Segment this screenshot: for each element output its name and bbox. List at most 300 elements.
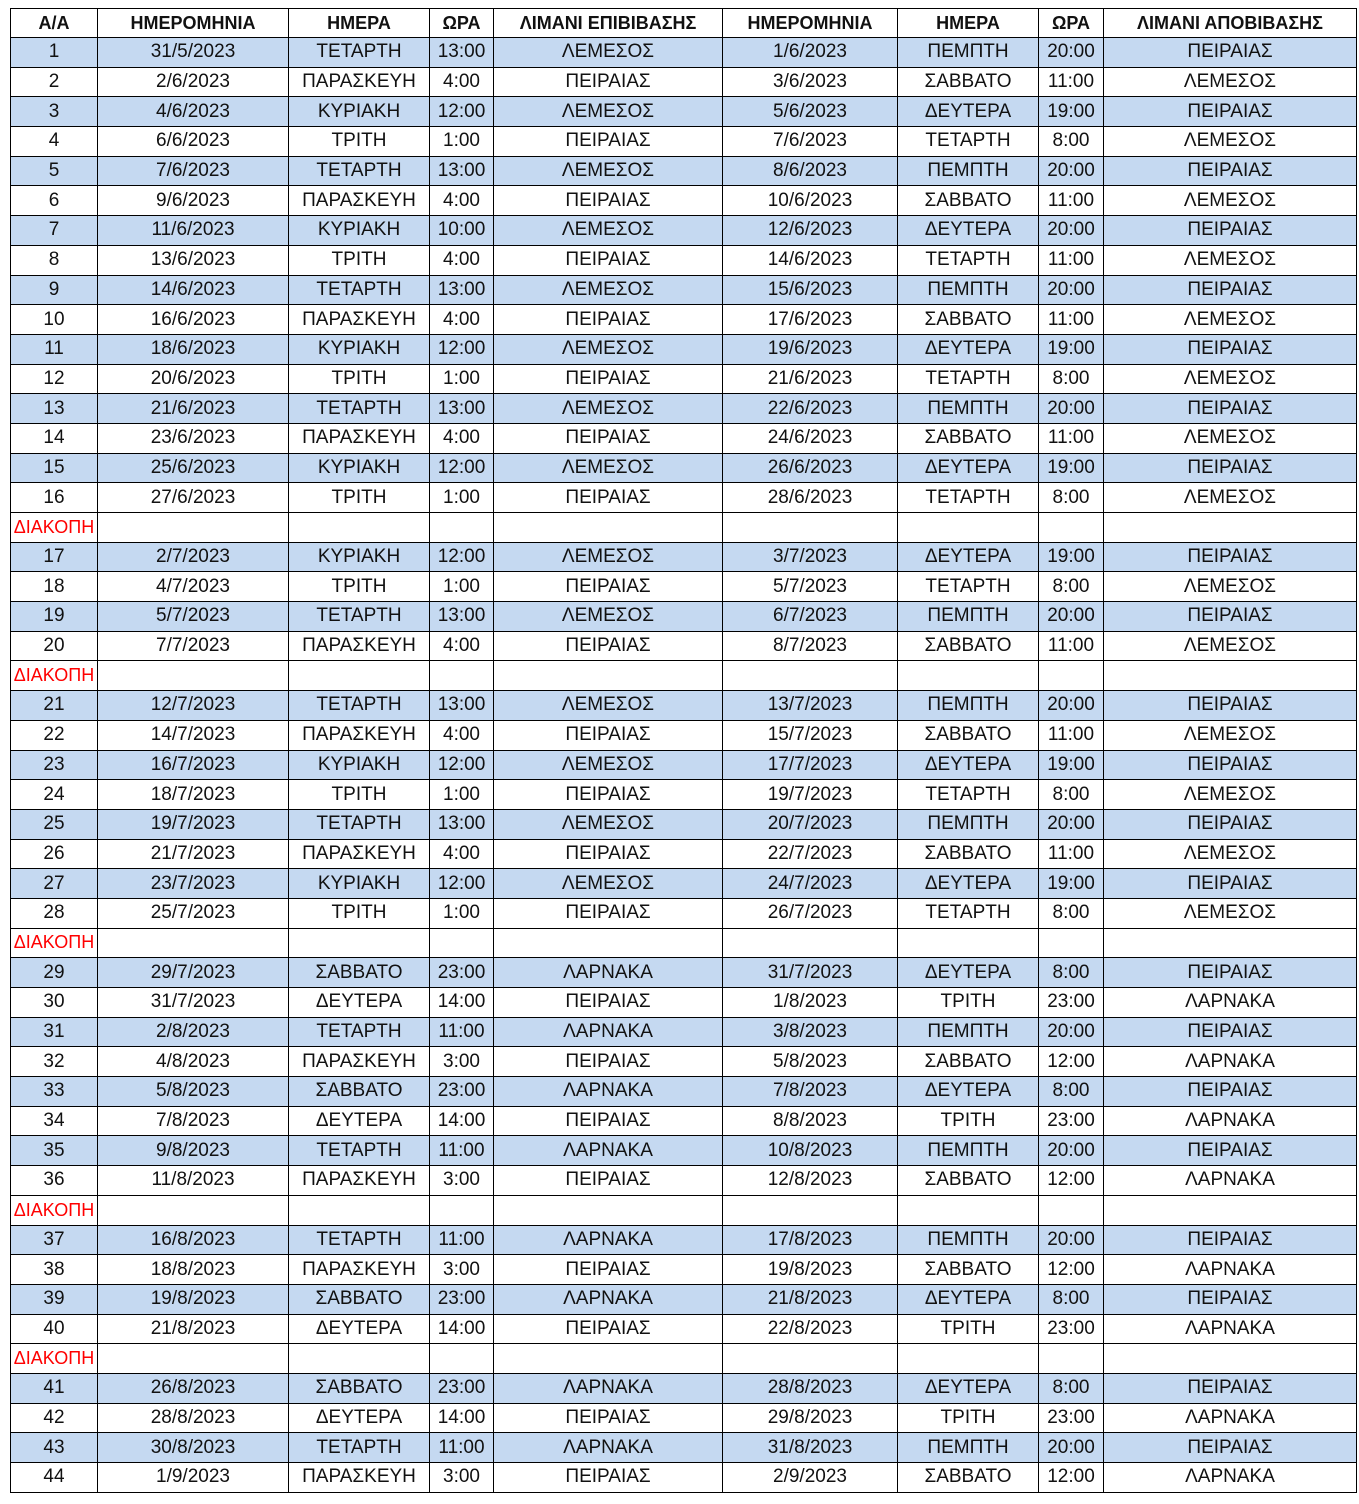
cell-disembarkation-port: ΛΕΜΕΣΟΣ: [1104, 839, 1357, 869]
cell-arrival-date: 19/6/2023: [723, 334, 898, 364]
empty-cell: [494, 661, 723, 691]
cell-departure-date: 2/7/2023: [98, 542, 289, 572]
empty-cell: [723, 513, 898, 543]
cell-embarkation-port: ΛΕΜΕΣΟΣ: [494, 750, 723, 780]
cell-departure-day: ΠΑΡΑΣΚΕΥΗ: [289, 1166, 430, 1196]
header-cell-arrival-date: ΗΜΕΡΟΜΗΝΙΑ: [723, 9, 898, 38]
cell-arrival-date: 15/7/2023: [723, 720, 898, 750]
cell-arrival-day: ΔΕΥΤΕΡΑ: [898, 334, 1039, 364]
cell-departure-time: 4:00: [430, 186, 494, 216]
empty-cell: [98, 928, 289, 958]
cell-departure-day: ΤΡΙΤΗ: [289, 780, 430, 810]
cell-embarkation-port: ΛΕΜΕΣΟΣ: [494, 869, 723, 899]
cell-departure-day: ΚΥΡΙΑΚΗ: [289, 869, 430, 899]
cell-index: 43: [11, 1433, 98, 1463]
cell-arrival-date: 14/6/2023: [723, 245, 898, 275]
cell-index: 42: [11, 1403, 98, 1433]
cell-departure-day: ΔΕΥΤΕΡΑ: [289, 1314, 430, 1344]
cell-embarkation-port: ΛΕΜΕΣΟΣ: [494, 691, 723, 721]
cell-arrival-date: 22/8/2023: [723, 1314, 898, 1344]
cell-index: 8: [11, 245, 98, 275]
cell-embarkation-port: ΠΕΙΡΑΙΑΣ: [494, 305, 723, 335]
empty-cell: [898, 661, 1039, 691]
schedule-table: [10, 8, 1357, 1493]
cell-arrival-day: ΣΑΒΒΑΤΟ: [898, 631, 1039, 661]
cell-departure-date: 5/7/2023: [98, 602, 289, 632]
cell-embarkation-port: ΠΕΙΡΑΙΑΣ: [494, 364, 723, 394]
table-row: [11, 988, 1357, 1018]
cell-arrival-time: 11:00: [1039, 720, 1104, 750]
cell-disembarkation-port: ΠΕΙΡΑΙΑΣ: [1104, 1136, 1357, 1166]
cell-arrival-time: 20:00: [1039, 1433, 1104, 1463]
cell-embarkation-port: ΠΕΙΡΑΙΑΣ: [494, 1166, 723, 1196]
header-cell-departure-date: ΗΜΕΡΟΜΗΝΙΑ: [98, 9, 289, 38]
cell-departure-date: 1/9/2023: [98, 1463, 289, 1493]
cell-arrival-day: ΣΑΒΒΑΤΟ: [898, 1166, 1039, 1196]
table-row: [11, 334, 1357, 364]
cell-departure-time: 13:00: [430, 394, 494, 424]
cell-index: 32: [11, 1047, 98, 1077]
cell-disembarkation-port: ΠΕΙΡΑΙΑΣ: [1104, 453, 1357, 483]
cell-departure-day: ΚΥΡΙΑΚΗ: [289, 453, 430, 483]
cell-departure-day: ΣΑΒΒΑΤΟ: [289, 1077, 430, 1107]
cell-departure-time: 13:00: [430, 691, 494, 721]
cell-arrival-time: 12:00: [1039, 1255, 1104, 1285]
cell-arrival-day: ΣΑΒΒΑΤΟ: [898, 186, 1039, 216]
cell-departure-date: 7/8/2023: [98, 1106, 289, 1136]
cell-arrival-time: 20:00: [1039, 602, 1104, 632]
cell-departure-time: 23:00: [430, 1077, 494, 1107]
empty-cell: [289, 928, 430, 958]
empty-cell: [289, 1195, 430, 1225]
cell-index: 1: [11, 38, 98, 68]
cell-departure-day: ΠΑΡΑΣΚΕΥΗ: [289, 186, 430, 216]
cell-departure-date: 30/8/2023: [98, 1433, 289, 1463]
cell-disembarkation-port: ΠΕΙΡΑΙΑΣ: [1104, 1433, 1357, 1463]
cell-arrival-time: 19:00: [1039, 334, 1104, 364]
cell-index: 36: [11, 1166, 98, 1196]
empty-cell: [898, 1195, 1039, 1225]
cell-departure-time: 23:00: [430, 1284, 494, 1314]
cell-departure-date: 16/6/2023: [98, 305, 289, 335]
cell-departure-time: 4:00: [430, 631, 494, 661]
cell-arrival-time: 11:00: [1039, 186, 1104, 216]
cell-departure-day: ΚΥΡΙΑΚΗ: [289, 334, 430, 364]
cell-arrival-time: 19:00: [1039, 453, 1104, 483]
cell-departure-day: ΤΕΤΑΡΤΗ: [289, 1017, 430, 1047]
cell-embarkation-port: ΛΕΜΕΣΟΣ: [494, 38, 723, 68]
cell-arrival-date: 8/8/2023: [723, 1106, 898, 1136]
empty-cell: [1039, 661, 1104, 691]
cell-departure-date: 9/8/2023: [98, 1136, 289, 1166]
cell-departure-day: ΠΑΡΑΣΚΕΥΗ: [289, 839, 430, 869]
cell-index: 7: [11, 216, 98, 246]
cell-disembarkation-port: ΛΕΜΕΣΟΣ: [1104, 720, 1357, 750]
table-row: [11, 750, 1357, 780]
cell-embarkation-port: ΠΕΙΡΑΙΑΣ: [494, 186, 723, 216]
empty-cell: [1039, 1344, 1104, 1374]
cell-index: 4: [11, 127, 98, 157]
empty-cell: [1104, 661, 1357, 691]
cell-departure-date: 13/6/2023: [98, 245, 289, 275]
cell-arrival-time: 11:00: [1039, 839, 1104, 869]
cell-index: 34: [11, 1106, 98, 1136]
cell-departure-time: 10:00: [430, 216, 494, 246]
cell-departure-date: 12/7/2023: [98, 691, 289, 721]
cell-index: 18: [11, 572, 98, 602]
header-cell-arrival-day: ΗΜΕΡΑ: [898, 9, 1039, 38]
cell-arrival-time: 20:00: [1039, 216, 1104, 246]
break-label: ΔΙΑΚΟΠΗ: [11, 1195, 98, 1225]
cell-arrival-day: ΠΕΜΠΤΗ: [898, 691, 1039, 721]
cell-departure-time: 14:00: [430, 1403, 494, 1433]
cell-index: 10: [11, 305, 98, 335]
cell-arrival-time: 8:00: [1039, 898, 1104, 928]
cell-embarkation-port: ΛΑΡΝΑΚΑ: [494, 1017, 723, 1047]
cell-arrival-day: ΣΑΒΒΑΤΟ: [898, 67, 1039, 97]
cell-disembarkation-port: ΛΕΜΕΣΟΣ: [1104, 483, 1357, 513]
cell-departure-day: ΤΕΤΑΡΤΗ: [289, 1433, 430, 1463]
cell-departure-time: 13:00: [430, 275, 494, 305]
cell-embarkation-port: ΠΕΙΡΑΙΑΣ: [494, 1047, 723, 1077]
table-row: [11, 958, 1357, 988]
empty-cell: [723, 1195, 898, 1225]
cell-arrival-time: 20:00: [1039, 1225, 1104, 1255]
cell-arrival-time: 8:00: [1039, 1077, 1104, 1107]
cell-arrival-day: ΣΑΒΒΑΤΟ: [898, 720, 1039, 750]
cell-index: 38: [11, 1255, 98, 1285]
cell-disembarkation-port: ΛΕΜΕΣΟΣ: [1104, 305, 1357, 335]
cell-arrival-date: 13/7/2023: [723, 691, 898, 721]
cell-departure-date: 4/8/2023: [98, 1047, 289, 1077]
cell-arrival-time: 8:00: [1039, 364, 1104, 394]
table-row: [11, 38, 1357, 68]
cell-departure-time: 3:00: [430, 1255, 494, 1285]
cell-arrival-date: 22/7/2023: [723, 839, 898, 869]
cell-disembarkation-port: ΠΕΙΡΑΙΑΣ: [1104, 1373, 1357, 1403]
cell-departure-date: 16/8/2023: [98, 1225, 289, 1255]
cell-arrival-date: 5/6/2023: [723, 97, 898, 127]
cell-departure-date: 11/6/2023: [98, 216, 289, 246]
cell-index: 25: [11, 809, 98, 839]
cell-disembarkation-port: ΠΕΙΡΑΙΑΣ: [1104, 869, 1357, 899]
break-row: [11, 1195, 1357, 1225]
cell-index: 15: [11, 453, 98, 483]
empty-cell: [723, 1344, 898, 1374]
empty-cell: [98, 661, 289, 691]
cell-embarkation-port: ΛΑΡΝΑΚΑ: [494, 1373, 723, 1403]
cell-arrival-day: ΤΡΙΤΗ: [898, 1403, 1039, 1433]
cell-arrival-time: 11:00: [1039, 245, 1104, 275]
cell-index: 39: [11, 1284, 98, 1314]
cell-departure-date: 21/8/2023: [98, 1314, 289, 1344]
cell-departure-date: 19/7/2023: [98, 809, 289, 839]
cell-departure-day: ΠΑΡΑΣΚΕΥΗ: [289, 423, 430, 453]
cell-departure-time: 4:00: [430, 423, 494, 453]
empty-cell: [430, 513, 494, 543]
empty-cell: [430, 661, 494, 691]
empty-cell: [1104, 928, 1357, 958]
empty-cell: [494, 928, 723, 958]
cell-arrival-day: ΠΕΜΠΤΗ: [898, 275, 1039, 305]
empty-cell: [1104, 1195, 1357, 1225]
table-row: [11, 1017, 1357, 1047]
cell-arrival-date: 28/6/2023: [723, 483, 898, 513]
table-row: [11, 423, 1357, 453]
cell-departure-date: 25/6/2023: [98, 453, 289, 483]
cell-index: 20: [11, 631, 98, 661]
table-row: [11, 127, 1357, 157]
header-row: [11, 9, 1357, 38]
cell-arrival-date: 3/7/2023: [723, 542, 898, 572]
cell-departure-date: 6/6/2023: [98, 127, 289, 157]
cell-arrival-date: 12/6/2023: [723, 216, 898, 246]
cell-departure-day: ΤΕΤΑΡΤΗ: [289, 38, 430, 68]
cell-arrival-day: ΔΕΥΤΕΡΑ: [898, 1284, 1039, 1314]
empty-cell: [430, 1195, 494, 1225]
cell-departure-day: ΔΕΥΤΕΡΑ: [289, 1106, 430, 1136]
cell-arrival-time: 19:00: [1039, 97, 1104, 127]
cell-arrival-day: ΤΕΤΑΡΤΗ: [898, 364, 1039, 394]
cell-departure-date: 11/8/2023: [98, 1166, 289, 1196]
cell-arrival-date: 8/7/2023: [723, 631, 898, 661]
break-label: ΔΙΑΚΟΠΗ: [11, 928, 98, 958]
cell-departure-time: 4:00: [430, 305, 494, 335]
cell-disembarkation-port: ΠΕΙΡΑΙΑΣ: [1104, 809, 1357, 839]
cell-arrival-date: 24/7/2023: [723, 869, 898, 899]
cell-arrival-date: 26/6/2023: [723, 453, 898, 483]
cell-disembarkation-port: ΛΑΡΝΑΚΑ: [1104, 1403, 1357, 1433]
cell-arrival-day: ΔΕΥΤΕΡΑ: [898, 216, 1039, 246]
cell-index: 30: [11, 988, 98, 1018]
cell-arrival-date: 28/8/2023: [723, 1373, 898, 1403]
cell-departure-date: 26/8/2023: [98, 1373, 289, 1403]
cell-arrival-time: 8:00: [1039, 127, 1104, 157]
cell-departure-time: 4:00: [430, 839, 494, 869]
cell-departure-day: ΚΥΡΙΑΚΗ: [289, 97, 430, 127]
cell-index: 23: [11, 750, 98, 780]
cell-embarkation-port: ΠΕΙΡΑΙΑΣ: [494, 127, 723, 157]
empty-cell: [494, 1344, 723, 1374]
cell-arrival-time: 8:00: [1039, 958, 1104, 988]
cell-arrival-time: 20:00: [1039, 691, 1104, 721]
cell-departure-day: ΤΕΤΑΡΤΗ: [289, 275, 430, 305]
cell-departure-time: 3:00: [430, 1047, 494, 1077]
cell-departure-time: 12:00: [430, 453, 494, 483]
cell-arrival-time: 19:00: [1039, 869, 1104, 899]
cell-departure-time: 12:00: [430, 334, 494, 364]
cell-embarkation-port: ΛΑΡΝΑΚΑ: [494, 1136, 723, 1166]
table-row: [11, 1047, 1357, 1077]
table-row: [11, 364, 1357, 394]
table-row: [11, 1255, 1357, 1285]
cell-departure-date: 27/6/2023: [98, 483, 289, 513]
cell-arrival-time: 12:00: [1039, 1463, 1104, 1493]
cell-index: 19: [11, 602, 98, 632]
break-row: [11, 513, 1357, 543]
table-row: [11, 67, 1357, 97]
cell-arrival-time: 23:00: [1039, 988, 1104, 1018]
cell-embarkation-port: ΠΕΙΡΑΙΑΣ: [494, 839, 723, 869]
empty-cell: [1104, 513, 1357, 543]
cell-arrival-date: 19/8/2023: [723, 1255, 898, 1285]
cell-arrival-date: 10/8/2023: [723, 1136, 898, 1166]
cell-departure-date: 4/7/2023: [98, 572, 289, 602]
empty-cell: [723, 928, 898, 958]
cell-departure-time: 14:00: [430, 988, 494, 1018]
cell-departure-time: 23:00: [430, 1373, 494, 1403]
cell-departure-time: 1:00: [430, 127, 494, 157]
table-row: [11, 453, 1357, 483]
cell-index: 17: [11, 542, 98, 572]
cell-arrival-date: 5/7/2023: [723, 572, 898, 602]
cell-disembarkation-port: ΠΕΙΡΑΙΑΣ: [1104, 275, 1357, 305]
cell-disembarkation-port: ΠΕΙΡΑΙΑΣ: [1104, 156, 1357, 186]
cell-arrival-time: 20:00: [1039, 1136, 1104, 1166]
cell-embarkation-port: ΠΕΙΡΑΙΑΣ: [494, 1463, 723, 1493]
cell-departure-day: ΤΕΤΑΡΤΗ: [289, 809, 430, 839]
cell-arrival-time: 20:00: [1039, 394, 1104, 424]
table-row: [11, 898, 1357, 928]
header-cell-arrival-time: ΩΡΑ: [1039, 9, 1104, 38]
table-row: [11, 1433, 1357, 1463]
cell-arrival-date: 22/6/2023: [723, 394, 898, 424]
empty-cell: [289, 513, 430, 543]
cell-departure-date: 7/6/2023: [98, 156, 289, 186]
cell-embarkation-port: ΠΕΙΡΑΙΑΣ: [494, 483, 723, 513]
header-cell-disembarkation-port: ΛΙΜΑΝΙ ΑΠΟΒΙΒΑΣΗΣ: [1104, 9, 1357, 38]
cell-index: 33: [11, 1077, 98, 1107]
cell-departure-time: 11:00: [430, 1017, 494, 1047]
empty-cell: [430, 928, 494, 958]
cell-embarkation-port: ΠΕΙΡΑΙΑΣ: [494, 1255, 723, 1285]
cell-embarkation-port: ΛΕΜΕΣΟΣ: [494, 156, 723, 186]
cell-arrival-date: 17/7/2023: [723, 750, 898, 780]
cell-disembarkation-port: ΛΑΡΝΑΚΑ: [1104, 988, 1357, 1018]
cell-departure-date: 19/8/2023: [98, 1284, 289, 1314]
empty-cell: [98, 513, 289, 543]
cell-departure-date: 29/7/2023: [98, 958, 289, 988]
cell-arrival-date: 31/8/2023: [723, 1433, 898, 1463]
cell-departure-date: 7/7/2023: [98, 631, 289, 661]
table-row: [11, 216, 1357, 246]
table-row: [11, 1314, 1357, 1344]
cell-arrival-day: ΤΕΤΑΡΤΗ: [898, 780, 1039, 810]
cell-disembarkation-port: ΛΕΜΕΣΟΣ: [1104, 364, 1357, 394]
empty-cell: [898, 1344, 1039, 1374]
table-row: [11, 1166, 1357, 1196]
cell-embarkation-port: ΛΑΡΝΑΚΑ: [494, 1077, 723, 1107]
cell-arrival-day: ΔΕΥΤΕΡΑ: [898, 1373, 1039, 1403]
cell-disembarkation-port: ΛΑΡΝΑΚΑ: [1104, 1166, 1357, 1196]
cell-arrival-time: 8:00: [1039, 483, 1104, 513]
cell-disembarkation-port: ΠΕΙΡΑΙΑΣ: [1104, 394, 1357, 424]
cell-arrival-day: ΠΕΜΠΤΗ: [898, 1225, 1039, 1255]
cell-index: 5: [11, 156, 98, 186]
table-row: [11, 869, 1357, 899]
table-row: [11, 1373, 1357, 1403]
cell-index: 35: [11, 1136, 98, 1166]
cell-arrival-date: 17/8/2023: [723, 1225, 898, 1255]
cell-arrival-date: 19/7/2023: [723, 780, 898, 810]
empty-cell: [494, 1195, 723, 1225]
cell-arrival-date: 24/6/2023: [723, 423, 898, 453]
cell-disembarkation-port: ΛΕΜΕΣΟΣ: [1104, 898, 1357, 928]
cell-embarkation-port: ΛΕΜΕΣΟΣ: [494, 97, 723, 127]
empty-cell: [1104, 1344, 1357, 1374]
empty-cell: [289, 1344, 430, 1374]
cell-embarkation-port: ΠΕΙΡΑΙΑΣ: [494, 1403, 723, 1433]
table-body: [11, 38, 1357, 1493]
cell-departure-day: ΤΡΙΤΗ: [289, 364, 430, 394]
cell-departure-time: 12:00: [430, 542, 494, 572]
cell-arrival-day: ΤΕΤΑΡΤΗ: [898, 898, 1039, 928]
cell-index: 13: [11, 394, 98, 424]
table-row: [11, 602, 1357, 632]
cell-disembarkation-port: ΛΕΜΕΣΟΣ: [1104, 631, 1357, 661]
cell-arrival-day: ΣΑΒΒΑΤΟ: [898, 1255, 1039, 1285]
cell-arrival-date: 7/6/2023: [723, 127, 898, 157]
cell-departure-day: ΠΑΡΑΣΚΕΥΗ: [289, 1463, 430, 1493]
cell-arrival-time: 12:00: [1039, 1047, 1104, 1077]
cell-departure-time: 13:00: [430, 38, 494, 68]
cell-arrival-time: 23:00: [1039, 1403, 1104, 1433]
cell-index: 22: [11, 720, 98, 750]
cell-arrival-date: 29/8/2023: [723, 1403, 898, 1433]
cell-departure-day: ΤΕΤΑΡΤΗ: [289, 156, 430, 186]
header-cell-departure-day: ΗΜΕΡΑ: [289, 9, 430, 38]
table-row: [11, 839, 1357, 869]
cell-disembarkation-port: ΛΑΡΝΑΚΑ: [1104, 1463, 1357, 1493]
cell-embarkation-port: ΛΑΡΝΑΚΑ: [494, 1284, 723, 1314]
cell-departure-time: 4:00: [430, 67, 494, 97]
cell-departure-day: ΔΕΥΤΕΡΑ: [289, 988, 430, 1018]
cell-departure-day: ΤΡΙΤΗ: [289, 483, 430, 513]
table-row: [11, 691, 1357, 721]
break-row: [11, 1344, 1357, 1374]
table-row: [11, 275, 1357, 305]
cell-departure-day: ΣΑΒΒΑΤΟ: [289, 1373, 430, 1403]
cell-embarkation-port: ΛΑΡΝΑΚΑ: [494, 958, 723, 988]
cell-arrival-day: ΣΑΒΒΑΤΟ: [898, 305, 1039, 335]
cell-arrival-day: ΠΕΜΠΤΗ: [898, 1136, 1039, 1166]
table-row: [11, 186, 1357, 216]
empty-cell: [898, 513, 1039, 543]
cell-departure-day: ΚΥΡΙΑΚΗ: [289, 750, 430, 780]
cell-arrival-time: 20:00: [1039, 1017, 1104, 1047]
cell-arrival-day: ΣΑΒΒΑΤΟ: [898, 839, 1039, 869]
cell-departure-date: 4/6/2023: [98, 97, 289, 127]
cell-arrival-date: 15/6/2023: [723, 275, 898, 305]
table-row: [11, 1077, 1357, 1107]
cell-disembarkation-port: ΠΕΙΡΑΙΑΣ: [1104, 1284, 1357, 1314]
cell-embarkation-port: ΛΕΜΕΣΟΣ: [494, 216, 723, 246]
cell-arrival-day: ΤΕΤΑΡΤΗ: [898, 127, 1039, 157]
cell-departure-day: ΤΕΤΑΡΤΗ: [289, 1136, 430, 1166]
empty-cell: [98, 1344, 289, 1374]
cell-arrival-time: 23:00: [1039, 1106, 1104, 1136]
cell-index: 21: [11, 691, 98, 721]
cell-disembarkation-port: ΛΕΜΕΣΟΣ: [1104, 572, 1357, 602]
cell-disembarkation-port: ΛΑΡΝΑΚΑ: [1104, 1106, 1357, 1136]
cell-departure-date: 5/8/2023: [98, 1077, 289, 1107]
cell-departure-time: 4:00: [430, 720, 494, 750]
cell-embarkation-port: ΠΕΙΡΑΙΑΣ: [494, 1106, 723, 1136]
cell-disembarkation-port: ΛΑΡΝΑΚΑ: [1104, 1047, 1357, 1077]
cell-disembarkation-port: ΠΕΙΡΑΙΑΣ: [1104, 334, 1357, 364]
cell-arrival-day: ΣΑΒΒΑΤΟ: [898, 1047, 1039, 1077]
cell-departure-time: 4:00: [430, 245, 494, 275]
